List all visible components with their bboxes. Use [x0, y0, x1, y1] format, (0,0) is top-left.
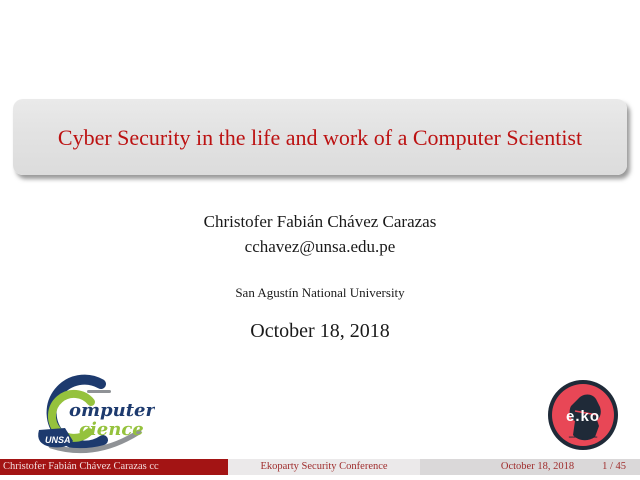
logo-word-science: cience: [79, 419, 144, 440]
eko-logo-text: e.ko: [565, 408, 601, 425]
slide-date: October 18, 2018: [250, 320, 390, 342]
footer-page-number: 1 / 45: [602, 461, 626, 472]
footer-author-segment: Christofer Fabián Chávez Carazas cc: [0, 459, 228, 475]
unsa-cs-logo-icon: [25, 372, 155, 460]
title-block: [13, 99, 627, 175]
footline: [0, 459, 640, 475]
logo-small-text-mark: [87, 390, 111, 393]
institute-name: San Agustín National University: [235, 285, 405, 300]
eko-banner-text: ━━━ ★ ━━━: [568, 435, 598, 441]
ekoparty-badge-icon: [547, 379, 619, 451]
author-email: cchavez@unsa.edu.pe: [244, 237, 396, 256]
ekoparty-logo: [547, 379, 619, 451]
unsa-computer-science-logo: [25, 372, 155, 460]
footer-date-segment: [420, 459, 640, 475]
footer-conference-segment: Ekoparty Security Conference: [228, 459, 420, 475]
unsa-label: UNSA: [45, 435, 71, 445]
slide-title: Cyber Security in the life and work of a Computer Scientist: [57, 124, 583, 150]
logo-word-computer: omputer: [69, 400, 155, 421]
author-name: Christofer Fabián Chávez Carazas: [203, 212, 437, 231]
footer-date: October 18, 2018: [500, 461, 575, 472]
